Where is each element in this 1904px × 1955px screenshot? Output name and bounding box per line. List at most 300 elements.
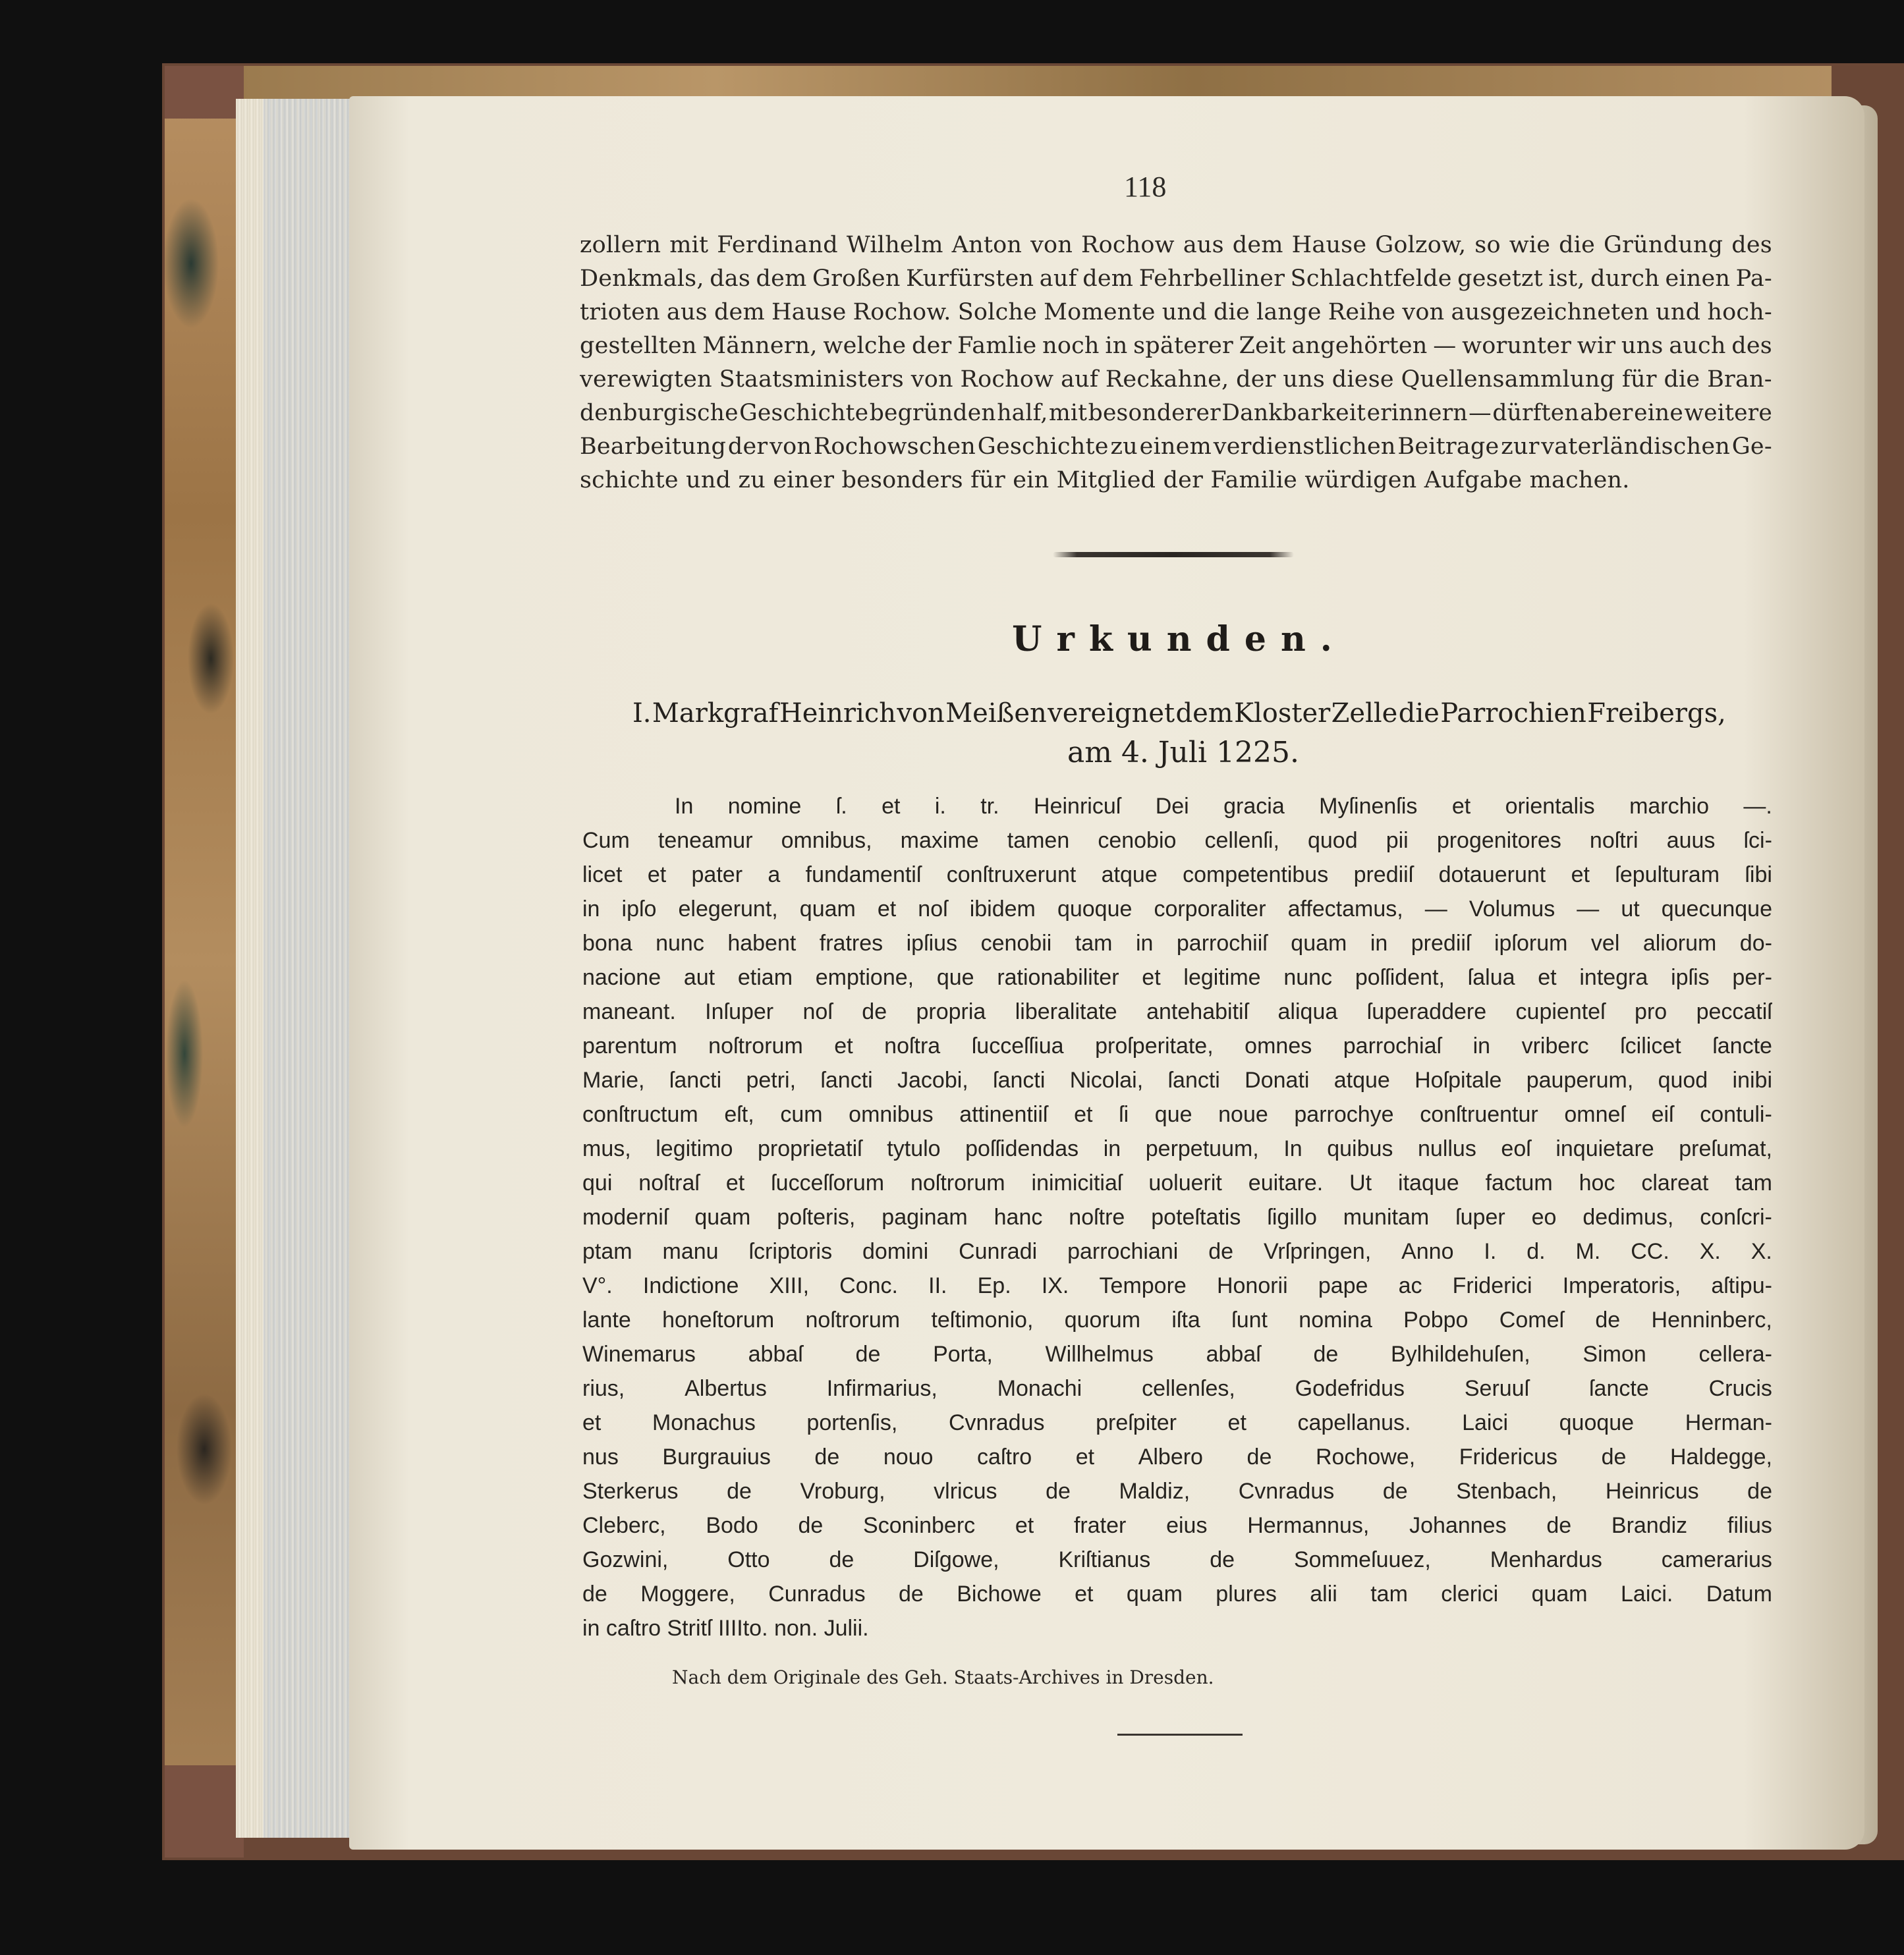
latin-line: in caſtro Stritſ IIIIto. non. Julii. — [582, 1616, 869, 1641]
leather-corner-top — [165, 66, 244, 119]
latin-line — [582, 1445, 1772, 1470]
word: besonderer — [1088, 400, 1221, 426]
word: ſ. — [835, 794, 847, 819]
word: qui — [582, 1170, 613, 1196]
word: tam — [1370, 1582, 1408, 1607]
word: manu — [662, 1239, 719, 1264]
word: Momente — [1044, 299, 1156, 325]
word: et — [1538, 965, 1557, 990]
word: II. — [928, 1273, 947, 1298]
word: et — [647, 862, 667, 887]
word: capellanus. — [1297, 1410, 1411, 1435]
word: de — [798, 1513, 824, 1538]
latin-line — [582, 1376, 1772, 1402]
word: moderniſ — [582, 1205, 669, 1230]
word: ut — [1621, 896, 1640, 922]
word: die — [1213, 299, 1250, 325]
word: cellenſi, — [1204, 828, 1279, 853]
word: noſtri — [1589, 828, 1638, 853]
word: de — [899, 1582, 924, 1607]
word: de — [582, 1582, 607, 1607]
word: Conc. — [839, 1273, 898, 1298]
latin-line — [582, 999, 1772, 1025]
word: dem — [1232, 232, 1283, 258]
word: tam — [1075, 931, 1113, 956]
word: Vrſpringen, — [1263, 1239, 1372, 1264]
word: atque — [1101, 862, 1158, 887]
intro-line — [580, 366, 1772, 393]
word: ſcilicet — [1620, 1033, 1681, 1059]
word: — — [1424, 896, 1447, 922]
word: ac — [1398, 1273, 1422, 1298]
word: pape — [1318, 1273, 1368, 1298]
word: späterer — [1133, 333, 1233, 359]
word: —. — [1743, 794, 1772, 819]
word: zu — [1110, 433, 1138, 460]
word: Bylhildehuſen, — [1391, 1342, 1530, 1367]
word: Rochow — [1081, 232, 1175, 258]
word: Burgrauius — [662, 1445, 771, 1470]
word: Cvnradus — [1238, 1479, 1335, 1504]
word: ſancti — [820, 1068, 873, 1093]
word: Infirmarius, — [826, 1376, 938, 1401]
word: dem — [1082, 265, 1134, 292]
word: de — [814, 1445, 840, 1470]
word: lante — [582, 1308, 631, 1333]
word: Dei — [1155, 794, 1189, 819]
word: einem — [1139, 433, 1212, 460]
word: ſancti — [993, 1068, 1046, 1093]
latin-line — [582, 862, 1772, 888]
word: In — [1283, 1136, 1302, 1161]
word: abbaſ — [748, 1342, 803, 1367]
word: Kriſtianus — [1058, 1547, 1151, 1572]
word: Schlachtfelde — [1290, 265, 1452, 292]
latin-line — [582, 1068, 1772, 1093]
word: Bearbeitung — [580, 433, 727, 460]
leather-corner-bottom — [165, 1765, 244, 1858]
word: de — [1546, 1513, 1572, 1538]
word: ſuperaddere — [1366, 999, 1487, 1024]
word: Monachus — [652, 1410, 756, 1435]
word: Solche — [957, 299, 1038, 325]
word: factum — [1485, 1170, 1553, 1196]
word: Gozwini, — [582, 1547, 669, 1572]
word: Laici. — [1621, 1582, 1673, 1607]
intro-line — [580, 265, 1772, 292]
word: ptam — [582, 1239, 632, 1264]
word: Heinricuſ — [1034, 794, 1121, 819]
latin-line — [582, 1170, 1772, 1196]
word: Simon — [1582, 1342, 1646, 1367]
word: der — [1236, 366, 1276, 393]
latin-line — [582, 896, 1772, 922]
word: denburgische — [580, 400, 739, 426]
word: verdienstlichen — [1213, 433, 1396, 460]
word: fratres — [819, 931, 883, 956]
word: aber — [1580, 400, 1633, 426]
word: rius, — [582, 1376, 625, 1401]
word: noſtrorum — [805, 1308, 901, 1333]
word: eſt, — [724, 1102, 754, 1127]
word: noſ — [802, 999, 833, 1024]
word: Kloster — [1234, 698, 1331, 729]
word: caſtro — [977, 1445, 1032, 1470]
word: de — [1313, 1342, 1339, 1367]
word: und — [1162, 299, 1207, 325]
word: Myſinenſis — [1319, 794, 1418, 819]
word: poteſtatis — [1151, 1205, 1241, 1230]
word: quam — [799, 896, 856, 922]
word: preſpiter — [1096, 1410, 1177, 1435]
word: vaterländischen — [1541, 433, 1730, 460]
word: angehörten — [1291, 333, 1428, 359]
word: iſta — [1171, 1308, 1200, 1333]
word: et — [877, 896, 897, 922]
word: Fehrbelliner — [1138, 265, 1285, 292]
word: Indictione — [642, 1273, 739, 1298]
word: teſtimonio, — [931, 1308, 1034, 1333]
word: fundamentiſ — [805, 862, 922, 887]
word: Cum — [582, 828, 630, 853]
word: der — [912, 333, 952, 359]
word: — — [1577, 896, 1600, 922]
word: noch — [1042, 333, 1100, 359]
word: Friderici — [1452, 1273, 1532, 1298]
word: quecunque — [1661, 896, 1772, 922]
latin-line — [582, 1547, 1772, 1573]
word: marchio — [1629, 794, 1709, 819]
word: hoc — [1579, 1170, 1615, 1196]
word: Staatsministers — [719, 366, 904, 393]
word: Hermannus, — [1247, 1513, 1370, 1538]
word: quibus — [1327, 1136, 1393, 1161]
word: Heinricus — [1605, 1479, 1699, 1504]
word: noſtraſ — [638, 1170, 700, 1196]
word: inimicitiaſ — [1031, 1170, 1123, 1196]
word: ſucceſſorum — [771, 1170, 885, 1196]
word: Markgraf — [652, 698, 779, 729]
word: domini — [862, 1239, 929, 1264]
word: poſſident, — [1355, 965, 1445, 990]
word: des — [1731, 232, 1772, 258]
word: de — [1382, 1479, 1408, 1504]
word: attinentiiſ — [959, 1102, 1048, 1127]
word: quoque — [1057, 896, 1133, 922]
word: Albertus — [685, 1376, 767, 1401]
word: aliqua — [1277, 999, 1338, 1024]
word: Haldegge, — [1669, 1445, 1772, 1470]
word: teneamur — [658, 828, 753, 853]
word: et — [1075, 1445, 1095, 1470]
word: Rochowschen — [813, 433, 976, 460]
intro-line — [580, 333, 1772, 359]
word: abbaſ — [1206, 1342, 1261, 1367]
word: gracia — [1223, 794, 1285, 819]
word: nomina — [1299, 1308, 1372, 1333]
word: Otto — [727, 1547, 770, 1572]
word: pauperum, — [1526, 1068, 1634, 1093]
latin-line — [582, 828, 1772, 854]
word: X. — [1750, 1239, 1772, 1264]
word: competentibus — [1183, 862, 1329, 887]
word: que — [1154, 1102, 1192, 1127]
word: V°. — [582, 1273, 613, 1298]
word: diese — [1331, 366, 1394, 393]
word: Albero — [1138, 1445, 1203, 1470]
word: einen — [1665, 265, 1731, 292]
word: Porta, — [933, 1342, 993, 1367]
latin-line — [582, 931, 1772, 956]
word: Freibergs, — [1587, 698, 1726, 729]
word: Rochow. — [853, 299, 951, 325]
latin-line — [582, 1273, 1772, 1299]
word: de — [862, 999, 887, 1024]
latin-line — [582, 1479, 1772, 1504]
word: eiſ — [1651, 1102, 1674, 1127]
word: poſſidendas — [965, 1136, 1079, 1161]
word: aſtipu- — [1711, 1273, 1772, 1298]
word: et — [882, 794, 901, 819]
word: — — [1469, 400, 1492, 426]
intro-line — [580, 433, 1772, 460]
latin-line — [582, 1205, 1772, 1230]
word: conſtruxerunt — [946, 862, 1077, 887]
word: maneant. — [582, 999, 676, 1024]
word: Sconinberc — [863, 1513, 976, 1538]
word: poſteris, — [777, 1205, 856, 1230]
word: Volumus — [1469, 896, 1555, 922]
intro-line — [580, 299, 1772, 325]
word: ſunt — [1231, 1308, 1268, 1333]
word: Stenbach, — [1456, 1479, 1557, 1504]
word: dotauerunt — [1438, 862, 1546, 887]
word: nunc — [1283, 965, 1333, 990]
word: clerici — [1441, 1582, 1499, 1607]
word: mit — [669, 232, 709, 258]
word: parrochye — [1294, 1102, 1394, 1127]
word: die — [1664, 366, 1700, 393]
word: de — [1210, 1547, 1235, 1572]
word: petri, — [746, 1068, 797, 1093]
word: verewigten — [580, 366, 712, 393]
word: Brandiz — [1611, 1513, 1688, 1538]
word: des — [1731, 333, 1772, 359]
word: Henninberc, — [1651, 1308, 1772, 1333]
word: vlricus — [934, 1479, 997, 1504]
word: M. — [1575, 1239, 1601, 1264]
word: contuli- — [1700, 1102, 1772, 1127]
document-date: am 4. Juli 1225. — [1067, 736, 1299, 769]
word: corporaliter — [1154, 896, 1266, 922]
word: ſibi — [1745, 862, 1772, 887]
word: conſtruentur — [1420, 1102, 1538, 1127]
word: CC. — [1631, 1239, 1669, 1264]
word: Cunradi — [959, 1239, 1038, 1264]
word: Ep. — [977, 1273, 1011, 1298]
latin-line — [582, 1342, 1772, 1367]
word: legitime — [1183, 965, 1261, 990]
word: et — [1571, 862, 1590, 887]
word: ſancti — [669, 1068, 722, 1093]
word: ſi — [1119, 1102, 1129, 1127]
word: Herman- — [1685, 1410, 1772, 1435]
word: pater — [691, 862, 743, 887]
word: peccatiſ — [1696, 999, 1772, 1024]
word: Comeſ — [1499, 1308, 1565, 1333]
word: munitam — [1343, 1205, 1430, 1230]
word: Seruuſ — [1464, 1376, 1530, 1401]
word: half, — [997, 400, 1048, 426]
word: et — [1074, 1102, 1093, 1127]
word: für — [1621, 366, 1657, 393]
intro-line: schichte und zu einer besonders für ein Mitglied der Familie würdigen Aufgabe machen. — [580, 467, 1630, 493]
word: auf — [1039, 265, 1077, 292]
word: auf — [1061, 366, 1099, 393]
word: Bichowe — [957, 1582, 1042, 1607]
word: orientalis — [1505, 794, 1595, 819]
word: Willhelmus — [1045, 1342, 1154, 1367]
word: das — [710, 265, 751, 292]
word: nomine — [727, 794, 802, 819]
latin-line — [582, 965, 1772, 991]
word: Donati — [1245, 1068, 1310, 1093]
word: rationabiliter — [997, 965, 1119, 990]
word: mus, — [582, 1136, 631, 1161]
word: mit — [1048, 400, 1088, 426]
word: Heinrich — [779, 698, 896, 729]
word: prediiſ — [1411, 931, 1471, 956]
word: de — [1046, 1479, 1071, 1504]
word: que — [936, 965, 974, 990]
word: Meißen — [945, 698, 1047, 729]
word: ſancte — [1589, 1376, 1649, 1401]
word: Menhardus — [1490, 1547, 1602, 1572]
word: omnibus — [849, 1102, 934, 1127]
word: cupienteſ — [1515, 999, 1606, 1024]
word: Reckahne, — [1105, 366, 1229, 393]
word: Godefridus — [1295, 1376, 1405, 1401]
word: von — [910, 366, 953, 393]
word: noſ — [918, 896, 948, 922]
word: perpetuum, — [1145, 1136, 1259, 1161]
word: plures — [1216, 1582, 1277, 1607]
latin-line — [582, 1582, 1772, 1607]
word: Crucis — [1708, 1376, 1772, 1401]
word: propria — [916, 999, 986, 1024]
word: dedimus, — [1582, 1205, 1674, 1230]
word: Beitrage — [1397, 433, 1499, 460]
word: emptione, — [815, 965, 914, 990]
word: Quellensammlung — [1401, 366, 1615, 393]
word: omnibus, — [781, 828, 872, 853]
word: die — [1398, 698, 1440, 729]
word: nus — [582, 1445, 619, 1470]
document-title — [632, 698, 1726, 729]
word: ſepulturam — [1615, 862, 1720, 887]
word: quam — [694, 1205, 751, 1230]
word: eine — [1634, 400, 1683, 426]
word: Parrochien — [1440, 698, 1586, 729]
word: proprietatiſ — [757, 1136, 862, 1161]
word: ibidem — [969, 896, 1036, 922]
word: zollern — [580, 232, 661, 258]
word: inibi — [1732, 1068, 1772, 1093]
word: ist, — [1548, 265, 1585, 292]
word: per- — [1732, 965, 1772, 990]
word: vereignet — [1048, 698, 1175, 729]
word: vriberc — [1521, 1033, 1589, 1059]
word: ſuper — [1455, 1205, 1505, 1230]
word: frater — [1073, 1513, 1127, 1538]
word: parentum — [582, 1033, 677, 1059]
word: dem — [756, 265, 807, 292]
latin-line — [582, 1308, 1772, 1333]
word: aus — [666, 299, 708, 325]
word: in — [1135, 931, 1154, 956]
word: a — [768, 862, 781, 887]
word: tr. — [980, 794, 999, 819]
word: Marie, — [582, 1068, 645, 1093]
word: tam — [1735, 1170, 1772, 1196]
word: etiam — [737, 965, 793, 990]
word: gestellten — [580, 333, 697, 359]
word: I. — [1484, 1239, 1497, 1264]
ornamental-rule — [1053, 552, 1294, 557]
word: nullus — [1418, 1136, 1476, 1161]
word: Anno — [1401, 1239, 1454, 1264]
word: trioten — [580, 299, 660, 325]
word: Großen — [812, 265, 901, 292]
word: uns — [1621, 333, 1664, 359]
word: honeſtorum — [662, 1308, 775, 1333]
source-note: Nach dem Originale des Geh. Staats-Archives in Dresden. — [672, 1666, 1214, 1688]
word: uoluerit — [1148, 1170, 1222, 1196]
word: uns — [1283, 366, 1325, 393]
word: de — [1246, 1445, 1272, 1470]
word: IX. — [1041, 1273, 1069, 1298]
word: Hause — [771, 299, 847, 325]
word: in — [1472, 1033, 1491, 1059]
latin-line — [582, 1239, 1772, 1265]
word: de — [1208, 1239, 1234, 1264]
word: Honorii — [1216, 1273, 1288, 1298]
word: Geschichte — [739, 400, 869, 426]
word: Nicolai, — [1069, 1068, 1144, 1093]
word: de — [1595, 1308, 1621, 1333]
word: Rochowe, — [1315, 1445, 1416, 1470]
word: Sommeſuuez, — [1293, 1547, 1431, 1572]
word: Tempore — [1099, 1273, 1187, 1298]
word: cellera- — [1698, 1342, 1772, 1367]
word: et — [1075, 1582, 1094, 1607]
word: ipſis — [1671, 965, 1710, 990]
word: pro — [1635, 999, 1667, 1024]
word: paginam — [882, 1205, 968, 1230]
word: omnes — [1245, 1033, 1312, 1059]
word: ſigillo — [1267, 1205, 1317, 1230]
word: et — [725, 1170, 745, 1196]
word: Bran- — [1707, 366, 1772, 393]
word: Cunradus — [768, 1582, 866, 1607]
marbled-cover-edge — [165, 66, 237, 1858]
word: Hoſpitale — [1414, 1068, 1502, 1093]
word: In — [675, 794, 694, 819]
word: welche — [823, 333, 907, 359]
word: Datum — [1706, 1582, 1772, 1607]
word: cenobio — [1098, 828, 1177, 853]
word: parrochiiſ — [1176, 931, 1268, 956]
